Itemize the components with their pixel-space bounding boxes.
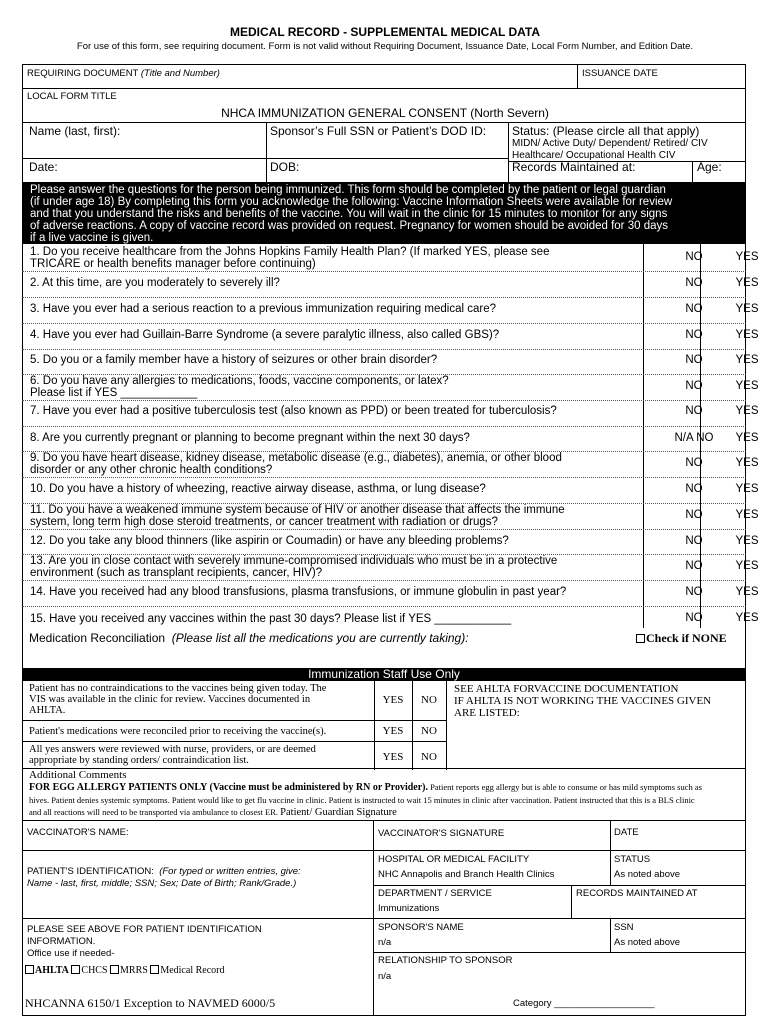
question-row: [22, 349, 759, 375]
vaccinator-signature-label[interactable]: VACCINATOR'S SIGNATURE: [378, 828, 505, 839]
name-field-label[interactable]: Name (last, first):: [29, 124, 121, 138]
staff-header-band: [22, 668, 746, 681]
answer-no[interactable]: NO: [685, 509, 703, 521]
checkbox-icon[interactable]: [110, 965, 119, 974]
answer-yes[interactable]: YES: [735, 612, 759, 624]
medical-record-option[interactable]: Medical Record: [150, 965, 224, 976]
answer-na-no[interactable]: N/A NO: [674, 432, 714, 444]
requiring-document-label: REQUIRING DOCUMENT (Title and Number): [27, 68, 220, 79]
vaccinator-name-label[interactable]: VACCINATOR'S NAME:: [27, 827, 129, 838]
form-subtitle: For use of this form, see requiring document. Form is not valid without Requiring Document, Issuance Date, Local Form Number, and Edition Date.: [76, 41, 694, 52]
patient-identification: PATIENT'S IDENTIFICATION: (For typed or written entries, give: Name - last, first, middle; SSN; Sex; Date of Birth; Rank/Grade.): [27, 866, 301, 889]
answer-no[interactable]: NO: [685, 483, 703, 495]
question-text: 4. Have you ever had Guillain-Barre Syndrome (a severe paralytic illness, also called GBS)?: [30, 329, 500, 341]
question-text: 15. Have you received any vaccines within the past 30 days? Please list if YES ____________: [30, 613, 512, 625]
question-row: [22, 529, 759, 555]
answer-yes[interactable]: YES: [735, 586, 759, 598]
staff-row-1-no[interactable]: NO: [421, 694, 437, 706]
question-row: [22, 426, 759, 452]
staff-row-3-yes[interactable]: YES: [382, 751, 404, 763]
relationship-value: n/a: [378, 971, 392, 982]
question-row: [22, 271, 759, 297]
checkbox-icon[interactable]: [25, 965, 34, 974]
question-row: [22, 374, 759, 400]
question-text: 13. Are you in close contact with severely immune-compromised individuals who must be in a protective environment (such as transplant recipients, cancer, HIV)?: [30, 555, 558, 579]
question-text: 14. Have you received had any blood transfusions, plasma transfusions, or immune globulin in past year?: [30, 586, 567, 598]
local-form-title-value: NHCA IMMUNIZATION GENERAL CONSENT (North Severn): [221, 106, 549, 120]
answer-no[interactable]: NO: [685, 251, 703, 263]
question-row: [22, 580, 759, 606]
question-text: 10. Do you have a history of wheezing, reactive airway disease, asthma, or lung disease?: [30, 483, 486, 495]
checkbox-icon[interactable]: [150, 965, 159, 974]
medication-reconciliation-label: Medication Reconciliation (Please list all the medications you are currently taking):: [29, 631, 469, 645]
issuance-date-label: ISSUANCE DATE: [582, 68, 658, 79]
question-text: 11. Do you have a weakened immune system because of HIV or another disease that affects the immune system, long term high dose steroid treatments, or cancer treatment with radiation or drugs?: [30, 504, 565, 528]
answer-no[interactable]: NO: [685, 535, 703, 547]
answer-yes[interactable]: YES: [735, 405, 759, 417]
question-text: 7. Have you ever had a positive tuberculosis test (also known as PPD) or been treated for tuberculosis?: [30, 405, 557, 417]
question-row: [22, 606, 759, 628]
department-value: Immunizations: [378, 903, 440, 914]
answer-no[interactable]: NO: [685, 277, 703, 289]
answer-yes[interactable]: YES: [735, 560, 759, 572]
answer-yes[interactable]: YES: [735, 380, 759, 392]
status-field-label[interactable]: Status: (Please circle all that apply): [512, 124, 700, 138]
answer-yes[interactable]: YES: [735, 483, 759, 495]
answer-no[interactable]: NO: [685, 329, 703, 341]
question-text: 1. Do you receive healthcare from the Johns Hopkins Family Health Plan? (If marked YES, please see TRICARE or health benefits manager before continuing): [30, 246, 550, 270]
instructions-text: Please answer the questions for the person being immunized. This form should be completed by the patient or legal guardian (if under age 18) By completing this form you acknowledge the following: Vaccine Information Sheets were available for review and that you understand the risks and benefits of the vaccine. You will wait in the clinic for 15 minutes to monitor for any signs of adverse reactions. A copy of vaccine record was provided on request. Pregnancy for women should be avoided for 30 days if a live vaccine is given.: [30, 184, 673, 244]
egg-allergy-text: FOR EGG ALLERGY PATIENTS ONLY (Vaccine must be administered by RN or Provider). Patient reports egg allergy but is able to consume or has mild symptoms such as hives. Patient denies systemic symptoms. Patient would like to get flu vaccine in clinic. Patient is instructed to wait 15 minutes in clinic after vaccination. Patient instructed that this is a BLS clinic and all reactions will need to be transported via ambulance to closest ER. Patient/ Guardian Signature: [29, 782, 702, 818]
sponsor-name-value: n/a: [378, 937, 392, 948]
status-label: STATUS: [614, 854, 651, 865]
instructions-band: [22, 182, 746, 244]
question-row: [22, 323, 759, 349]
answer-no[interactable]: NO: [685, 303, 703, 315]
answer-no[interactable]: NO: [685, 457, 703, 469]
records-maintained-label[interactable]: Records Maintained at:: [512, 160, 636, 174]
answer-yes[interactable]: YES: [735, 354, 759, 366]
answer-yes[interactable]: YES: [735, 251, 759, 263]
staff-row-1-yes[interactable]: YES: [382, 694, 404, 706]
staff-row-2-no[interactable]: NO: [421, 725, 437, 737]
staff-row-1-text: Patient has no contraindications to the vaccines being given today. The VIS was available in the clinic for review. Vaccines documented in AHLTA.: [29, 683, 327, 716]
checkbox-icon[interactable]: [71, 965, 80, 974]
question-row: [22, 245, 759, 271]
ssn-value: As noted above: [614, 937, 681, 948]
ahlta-note: SEE AHLTA FORVACCINE DOCUMENTATION IF AHLTA IS NOT WORKING THE VACCINES GIVEN ARE LISTED:: [454, 683, 712, 719]
date-label[interactable]: DATE: [614, 827, 639, 838]
answer-yes[interactable]: YES: [735, 432, 759, 444]
mrrs-option[interactable]: MRRS: [110, 965, 148, 976]
staff-row-2-text: Patient's medications were reconciled prior to receiving the vaccine(s).: [29, 726, 327, 737]
form-number: NHCANNA 6150/1 Exception to NAVMED 6000/5: [25, 996, 276, 1010]
office-use-options: [25, 965, 224, 976]
answer-yes[interactable]: YES: [735, 277, 759, 289]
answer-no[interactable]: NO: [685, 586, 703, 598]
records-maintained-at-label: RECORDS MAINTAINED AT: [576, 888, 698, 899]
answer-yes[interactable]: YES: [735, 509, 759, 521]
age-field-label[interactable]: Age:: [697, 160, 722, 174]
question-row: [22, 451, 759, 477]
answer-yes[interactable]: YES: [735, 535, 759, 547]
question-text: 12. Do you take any blood thinners (like aspirin or Coumadin) or have any bleeding problems?: [30, 535, 509, 547]
relationship-label: RELATIONSHIP TO SPONSOR: [378, 955, 513, 966]
staff-row-3-text: All yes answers were reviewed with nurse, providers, or are deemed appropriate by standing orders/ contraindication list.: [29, 744, 316, 766]
sponsor-name-label: SPONSOR'S NAME: [378, 922, 464, 933]
question-row: [22, 554, 759, 580]
date-field-label[interactable]: Date:: [29, 160, 58, 174]
answer-yes[interactable]: YES: [735, 457, 759, 469]
answer-no[interactable]: NO: [685, 560, 703, 572]
staff-header: Immunization Staff Use Only: [308, 667, 460, 681]
question-row: [22, 477, 759, 503]
question-row: [22, 400, 759, 426]
status-value: As noted above: [614, 869, 681, 880]
answer-no[interactable]: NO: [685, 380, 703, 392]
status-options-line-1: MIDN/ Active Duty/ Dependent/ Retired/ CIV: [512, 138, 708, 149]
ahlta-option[interactable]: AHLTA: [25, 965, 69, 976]
staff-row-2-yes[interactable]: YES: [382, 725, 404, 737]
category-field[interactable]: Category ___________________: [513, 998, 655, 1009]
form-title: MEDICAL RECORD - SUPPLEMENTAL MEDICAL DATA: [229, 25, 540, 39]
hospital-value: NHC Annapolis and Branch Health Clinics: [378, 869, 555, 880]
staff-row-3-no[interactable]: NO: [421, 751, 437, 763]
question-text: 3. Have you ever had a serious reaction to a previous immunization requiring medical care?: [30, 303, 496, 315]
sponsor-ssn-field-label[interactable]: Sponsor’s Full SSN or Patient’s DOD ID:: [270, 124, 487, 138]
answer-no[interactable]: NO: [685, 354, 703, 366]
checkbox-icon[interactable]: [636, 634, 645, 643]
department-label: DEPARTMENT / SERVICE: [378, 888, 492, 899]
check-if-none[interactable]: Check if NONE: [636, 631, 727, 646]
status-options-line-2: Healthcare/ Occupational Health CIV: [512, 150, 676, 161]
question-text: 9. Do you have heart disease, kidney disease, metabolic disease (e.g., diabetes), anemia, or other blood disorder or any other chronic health conditions?: [30, 452, 562, 476]
chcs-option[interactable]: CHCS: [71, 965, 107, 976]
hospital-label: HOSPITAL OR MEDICAL FACILITY: [378, 854, 530, 865]
answer-no[interactable]: NO: [685, 405, 703, 417]
question-text: 2. At this time, are you moderately to severely ill?: [30, 277, 280, 289]
question-row: [22, 503, 759, 529]
ssn-label: SSN: [614, 922, 634, 933]
additional-comments-label: Additional Comments: [29, 769, 127, 781]
answer-yes[interactable]: YES: [735, 329, 759, 341]
please-see-above: PLEASE SEE ABOVE FOR PATIENT IDENTIFICATION INFORMATION. Office use if needed-: [27, 924, 262, 959]
local-form-title-label: LOCAL FORM TITLE: [27, 91, 117, 102]
answer-no[interactable]: NO: [685, 612, 703, 624]
dob-field-label[interactable]: DOB:: [270, 160, 300, 174]
question-text: 8. Are you currently pregnant or planning to become pregnant within the next 30 days?: [30, 432, 470, 444]
question-text: 6. Do you have any allergies to medications, foods, vaccine components, or latex? Please list if YES ____________: [30, 375, 449, 399]
question-row: [22, 297, 759, 323]
question-text: 5. Do you or a family member have a history of seizures or other brain disorder?: [30, 354, 438, 366]
answer-yes[interactable]: YES: [735, 303, 759, 315]
